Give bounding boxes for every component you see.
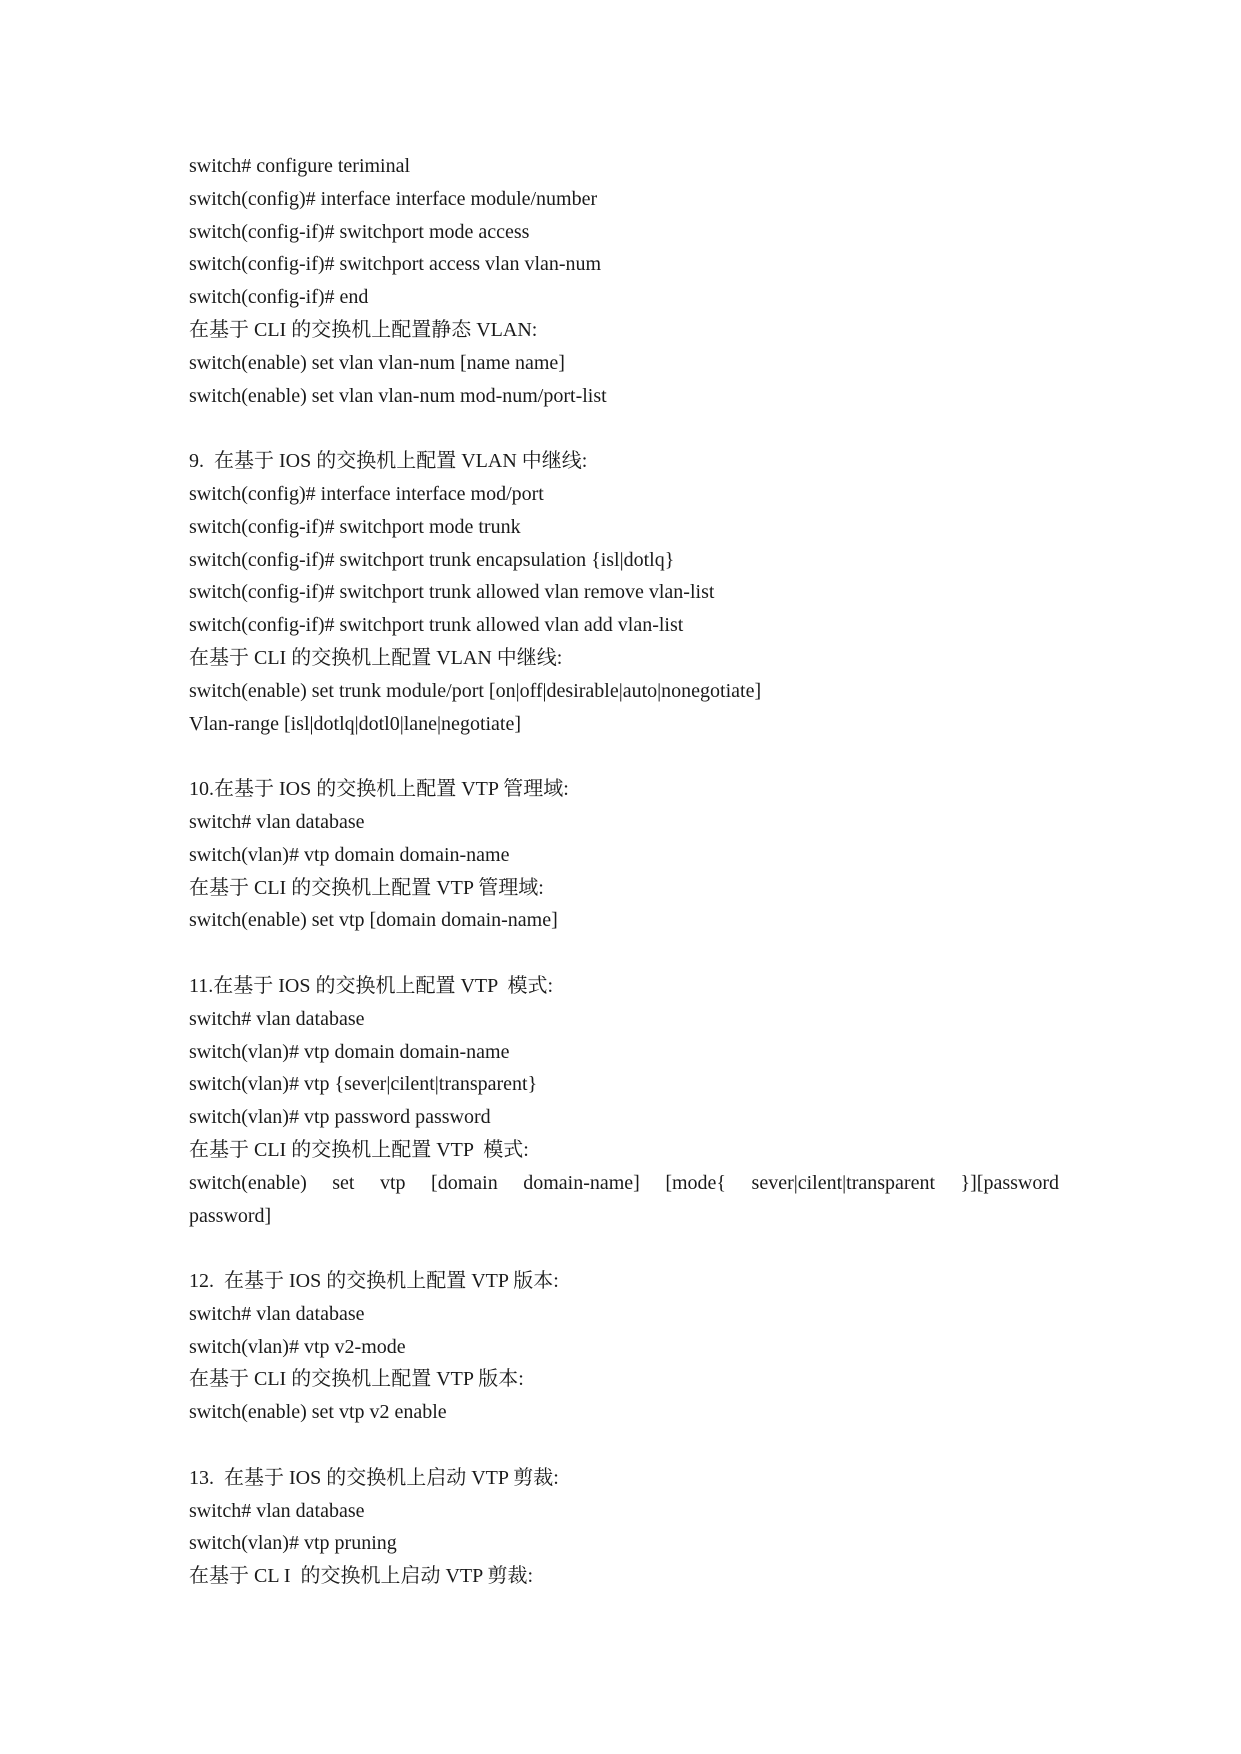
text-line: switch# configure teriminal bbox=[189, 155, 411, 177]
text-line: switch(enable) set vlan vlan-num mod-num/port-list bbox=[189, 384, 607, 407]
text-line: switch(vlan)# vtp pruning bbox=[189, 1532, 397, 1555]
text-line: switch(config-if)# switchport trunk allowed vlan add vlan-list bbox=[189, 614, 684, 637]
text-line: switch(enable) set trunk module/port [on|off|desirable|auto|nonegotiate] bbox=[189, 679, 762, 702]
text-line: switch(vlan)# vtp v2-mode bbox=[189, 1335, 406, 1358]
blank-line bbox=[189, 412, 1059, 445]
text-line: 在基于 CLI 的交换机上配置 VTP 版本: bbox=[189, 1368, 524, 1391]
text-line: switch(config-if)# switchport access vlan vlan-num bbox=[189, 253, 602, 276]
text-line: switch(config-if)# switchport trunk encapsulation {isl|dotlq} bbox=[189, 548, 675, 571]
text-line: switch(vlan)# vtp domain domain-name bbox=[189, 843, 510, 866]
text-line: switch(vlan)# vtp {sever|cilent|transparent} bbox=[189, 1073, 538, 1096]
document-page bbox=[189, 150, 1059, 1593]
text-line: 在基于 CLI 的交换机上配置 VLAN 中继线: bbox=[189, 646, 563, 669]
text-line: switch# vlan database bbox=[189, 810, 365, 833]
text-line: 13. 在基于 IOS 的交换机上启动 VTP 剪裁: bbox=[189, 1466, 559, 1489]
blank-line bbox=[189, 740, 1059, 773]
text-line: 在基于 CLI 的交换机上配置 VTP 模式: bbox=[189, 1138, 529, 1161]
text-line: switch(enable) set vtp [domain domain-name] [mode{ sever|cilent|transparent }][password bbox=[189, 1171, 1059, 1194]
blank-line bbox=[189, 937, 1059, 970]
text-line: password] bbox=[189, 1204, 272, 1227]
text-line: 10.在基于 IOS 的交换机上配置 VTP 管理域: bbox=[189, 778, 569, 801]
text-line: 11.在基于 IOS 的交换机上配置 VTP 模式: bbox=[189, 974, 554, 997]
text-line: switch(config)# interface interface module/number bbox=[189, 187, 598, 210]
text-line: switch# vlan database bbox=[189, 1499, 365, 1522]
text-line: 在基于 CLI 的交换机上配置 VTP 管理域: bbox=[189, 876, 544, 899]
text-line: switch(config-if)# switchport mode access bbox=[189, 220, 530, 243]
text-line: 在基于 CL I 的交换机上启动 VTP 剪裁: bbox=[189, 1565, 534, 1588]
text-line: Vlan-range [isl|dotlq|dotl0|lane|negotiate] bbox=[189, 712, 522, 735]
blank-line bbox=[189, 1429, 1059, 1462]
text-line: switch(config-if)# switchport mode trunk bbox=[189, 515, 521, 538]
blank-line bbox=[189, 1232, 1059, 1265]
text-line: switch(config-if)# switchport trunk allowed vlan remove vlan-list bbox=[189, 581, 715, 604]
text-line: 9. 在基于 IOS 的交换机上配置 VLAN 中继线: bbox=[189, 450, 588, 473]
text-line: switch(config-if)# end bbox=[189, 286, 369, 309]
text-line: switch(enable) set vtp v2 enable bbox=[189, 1401, 447, 1424]
text-line: switch(enable) set vtp [domain domain-name] bbox=[189, 909, 558, 932]
text-line: 12. 在基于 IOS 的交换机上配置 VTP 版本: bbox=[189, 1270, 559, 1293]
text-line: switch(vlan)# vtp password password bbox=[189, 1106, 491, 1129]
text-line: switch(config)# interface interface mod/port bbox=[189, 482, 544, 505]
text-line: switch(vlan)# vtp domain domain-name bbox=[189, 1040, 510, 1063]
text-line: switch# vlan database bbox=[189, 1007, 365, 1030]
text-line: switch(enable) set vlan vlan-num [name name] bbox=[189, 351, 565, 374]
text-line: switch# vlan database bbox=[189, 1302, 365, 1325]
text-line: 在基于 CLI 的交换机上配置静态 VLAN: bbox=[189, 318, 538, 341]
